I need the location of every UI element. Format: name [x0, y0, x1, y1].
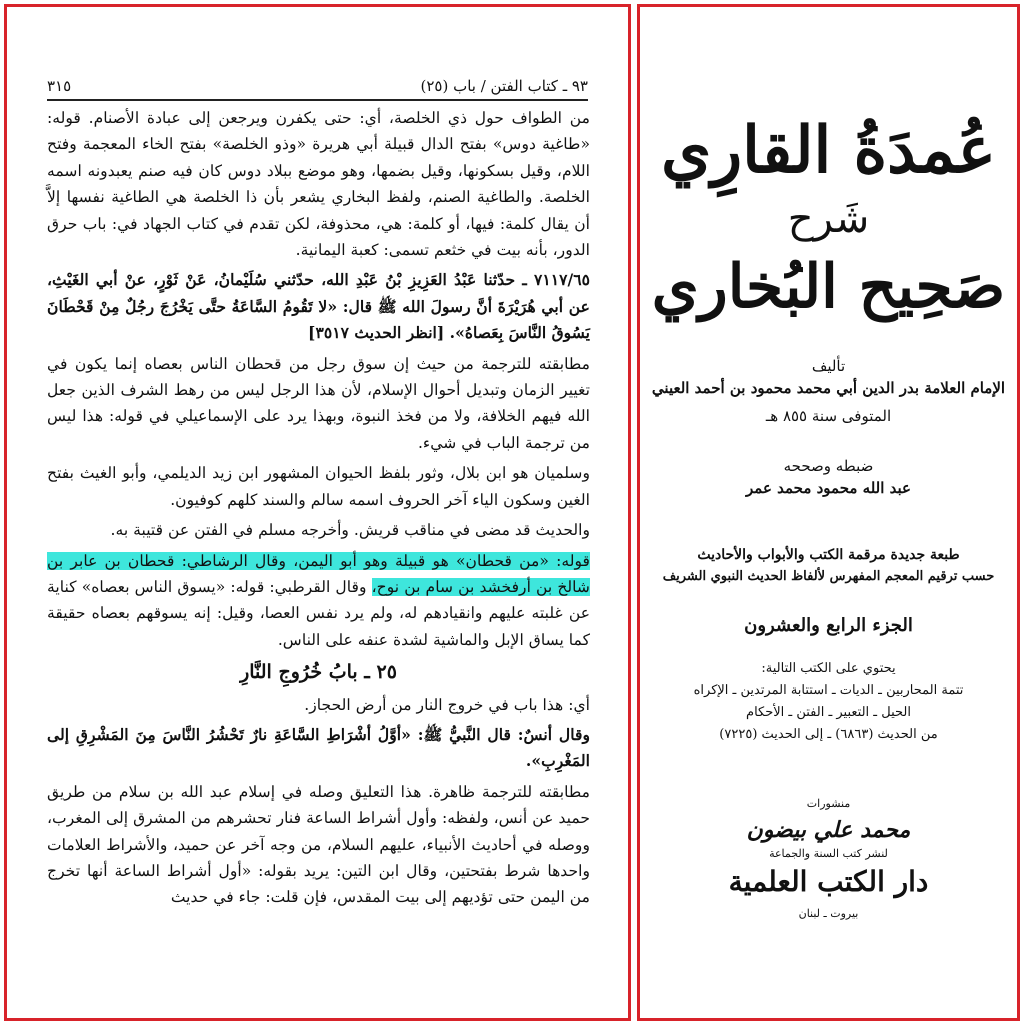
chapter-title: ٢٥ ـ بابُ خُرُوجِ النَّارِ — [240, 661, 397, 684]
paragraph: مطابقته للترجمة من حيث إن سوق رجل من قحطان الناس بعصاه إنما يكون في تغيير الزمان وتبديل أحوال الإسلام، لأن هذا الرجل ليس من رهط الشرف الذين جعل الله فيهم الخلافة، ولا من فخذ النبوة، وبهذا يرد على الإسماعيلي في قوله: هذا ليس من ترجمة الباب في شيء. — [47, 354, 590, 452]
paragraph: أي: هذا باب في خروج النار من أرض الحجاز. — [304, 695, 590, 714]
volume-label: الجزء الرابع والعشرون — [744, 615, 913, 636]
sharh-label: شَرح — [787, 196, 870, 242]
paragraph: وسلميان هو ابن بلال، وثور بلفظ الحيوان المشهور ابن زيد الديلمي، وأبو الغيث بفتح الغين وسكون الياء آخر الحروف اسمه سالم والسند كلهم كوفيون. — [47, 464, 590, 509]
highlighted-text: قوله: «من قحطان» هو قبيلة وهو أبو اليمن، وقال الرشاطي: قحطان بن عابر بن شالخ بن أرفخشد بن سام بن نوح، — [47, 551, 590, 596]
contents-line: تتمة المحاربين ـ الديات ـ استتابة المرتدين ـ الإكراه — [693, 683, 964, 698]
left-page — [4, 4, 631, 1021]
page-number: ٣١٥ — [47, 77, 72, 95]
death-year: المتوفى سنة ٨٥٥ هـ — [765, 407, 892, 425]
page-body — [47, 105, 590, 915]
main-title: عُمدَةُ القارِي — [661, 113, 996, 188]
page-header — [47, 65, 588, 101]
running-title: ٩٣ ـ كتاب الفتن / باب (٢٥) — [420, 77, 588, 95]
editor-name: عبد الله محمود محمد عمر — [746, 479, 911, 497]
title-page — [637, 4, 1020, 1021]
publisher-pre: منشورات — [806, 797, 851, 810]
publisher-city: بيروت ـ لبنان — [798, 907, 859, 920]
sub-title: صَحِيح البُخاري — [651, 252, 1006, 322]
contents-line: الحيل ـ التعبير ـ الفتن ـ الأحكام — [746, 705, 911, 720]
contents-line: من الحديث (٦٨٦٣) ـ إلى الحديث (٧٢٢٥) — [719, 727, 938, 742]
paragraph: مطابقته للترجمة ظاهرة. هذا التعليق وصله في إسلام عبد الله بن سلام من طريق حميد عن أنس، ولفظه: وأول أشراط الساعة فنار تحشرهم من المشرق إلى المغرب، ووصله في أحاديث الأنبياء، عليهم السلام، من وجه آخر عن حميد، والأشراط العلامات واحدها شرط بفتحتين، وقال ابن التين: يريد بقوله: «أول أشراط الساعة أنها تخرج من اليمن حتى تؤديهم إلى بيت المقدس، فإن قلت: جاء في حديث — [47, 782, 590, 907]
edition-note: حسب ترقيم المعجم المفهرس لألفاظ الحديث النبوي الشريف — [662, 569, 995, 584]
paragraph: والحديث قد مضى في مناقب قريش. وأخرجه مسلم في الفتن عن قتيبة به. — [110, 521, 590, 540]
publisher-desc: لنشر كتب السنة والجماعة — [769, 847, 888, 860]
contents-intro: يحتوي على الكتب التالية: — [761, 661, 896, 676]
publisher-person: محمد علي بيضون — [746, 817, 911, 843]
edited-by-label: ضبطه وصححه — [783, 457, 874, 475]
hadith-paragraph: ٧١١٧/٦٥ ـ حدّثنا عَبْدُ العَزِيزِ بْنُ عَبْدِ الله، حدّثني سُلَيْمانُ، عَنْ ثَوْرٍ، عنْ أبي الغَيْثِ، عن أبي هُرَيْرَةَ أنَّ رسولَ الله ﷺ قال: «لا تَقُومُ السَّاعَةُ حتَّى يَخْرُجَ رجُلٌ مِنْ قَحْطَانَ يَسُوقُ النَّاسَ بِعَصاهُ». [انظر الحديث ٣٥١٧] — [47, 270, 590, 343]
hadith-paragraph: وقال أنسٌ: قال النَّبيُّ ﷺ: «أوَّلُ أشْرَاطِ السَّاعَةِ نارٌ تَحْشُرُ النَّاسَ مِنَ المَشْرِقِ إلى المَغْرِبِ». — [47, 724, 590, 771]
paragraph-continuation: وقال القرطبي: قوله: «يسوق الناس بعصاه» كناية عن غلبته عليهم وانقيادهم له، ولم يرد نفس العصا، وقيل: إنه يسوقهم بعصاه حقيقة كما يساق الإبل والماشية لشدة عنفه على الناس. — [47, 577, 590, 649]
paragraph: من الطواف حول ذي الخلصة، أي: حتى يكفرن ويرجعن إلى عبادة الأصنام. قوله: «طاغية دوس» بفتح الدال قبيلة أبي هريرة «وذو الخلصة» بفتح الخاء المعجمة وفتح اللام، وقيل بسكونها، وقيل بضمها، وهو موضع ببلاد دوس كان فيه صنم يعبدونه اسمه الخلصة. والطاغية الصنم، ولفظ البخاري يشعر بأن ذا الخلصة هي الطاغية نفسها إلاَّ أن يقال كلمة: فيها، أو كلمة: هي، محذوفة، لكن تقدم في كتاب الجهاد في: باب حرق الدور، بأنه بيت في خثعم تسمى: كعبة اليمانية. — [47, 109, 590, 260]
author-name: الإمام العلامة بدر الدين أبي محمد محمود بن أحمد العيني — [651, 379, 1006, 397]
talif-label: تأليف — [811, 357, 846, 375]
highlighted-paragraph — [47, 548, 590, 654]
publisher-logo: دار الكتب العلمية — [728, 865, 929, 898]
edition-note: طبعة جديدة مرقمة الكتب والأبواب والأحاديث — [697, 547, 960, 563]
